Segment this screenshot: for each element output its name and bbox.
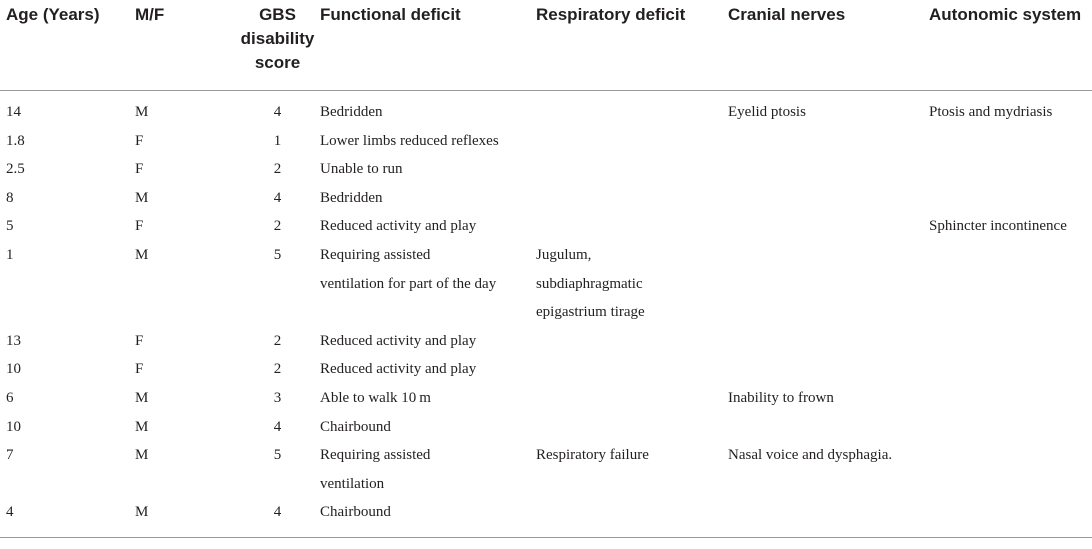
cell-respiratory-deficit — [536, 91, 728, 127]
cell-gbs-score: 4 — [273, 104, 282, 120]
table-row — [0, 355, 1092, 384]
cell-respiratory-deficit — [536, 355, 728, 384]
cell-functional-deficit — [320, 355, 536, 384]
cell-age: 8 — [6, 189, 14, 206]
cell-autonomic-system — [929, 441, 1092, 498]
table-row — [0, 212, 1092, 241]
table-row — [0, 241, 1092, 327]
cell-sex: M — [135, 246, 149, 263]
cell-functional-deficit-line: Unable to run — [320, 161, 403, 178]
cell-age: 10 — [6, 361, 21, 378]
header-functional-deficit: Functional deficit — [320, 5, 461, 24]
cell-functional-deficit-line: Requiring assisted — [320, 447, 431, 464]
table-row — [0, 384, 1092, 413]
cell-sex: F — [135, 361, 144, 378]
header-cranial-nerves: Cranial nerves — [728, 5, 846, 24]
cell-functional-deficit-line: ventilation — [320, 475, 385, 492]
cell-cranial-nerves — [728, 441, 929, 498]
cell-respiratory-deficit-line: Respiratory failure — [536, 447, 649, 464]
cell-functional-deficit-line: Reduced activity and play — [320, 332, 477, 349]
cell-sex: F — [135, 132, 144, 149]
cell-sex: M — [135, 418, 149, 435]
cell-autonomic-system — [929, 384, 1092, 413]
cell-cranial-nerves — [728, 241, 929, 327]
table-row — [0, 327, 1092, 356]
cell-age: 6 — [6, 389, 14, 406]
header-gbs-line: GBS — [259, 5, 296, 24]
table-row — [0, 498, 1092, 537]
cell-cranial-nerves — [728, 355, 929, 384]
cell-gbs-score: 4 — [273, 189, 282, 206]
cell-functional-deficit — [320, 184, 536, 213]
cell-respiratory-deficit — [536, 327, 728, 356]
cell-respiratory-deficit — [536, 127, 728, 156]
cell-age: 1 — [6, 246, 14, 263]
cell-autonomic-system — [929, 241, 1092, 327]
cell-gbs-score: 4 — [273, 504, 282, 521]
cell-respiratory-deficit — [536, 155, 728, 184]
cell-functional-deficit-line: Chairbound — [320, 504, 391, 521]
cell-functional-deficit-line: Bedridden — [320, 189, 383, 206]
cell-functional-deficit-line: ventilation for part of the day — [320, 275, 497, 292]
cell-cranial-nerves-line: Nasal voice and dysphagia. — [728, 447, 893, 464]
cell-gbs-score: 5 — [273, 447, 282, 464]
cell-age: 7 — [6, 447, 14, 464]
cell-age: 5 — [6, 218, 14, 235]
cell-gbs-score: 2 — [273, 332, 282, 349]
cell-cranial-nerves — [728, 155, 929, 184]
cell-cranial-nerves — [728, 327, 929, 356]
header-respiratory-deficit: Respiratory deficit — [536, 5, 686, 24]
table-header-row — [0, 0, 1092, 91]
header-sex: M/F — [135, 5, 165, 24]
cell-gbs-score: 2 — [273, 218, 282, 235]
cell-functional-deficit — [320, 384, 536, 413]
cell-autonomic-system — [929, 327, 1092, 356]
cell-age: 14 — [6, 104, 21, 120]
table-row — [0, 184, 1092, 213]
cell-age: 4 — [6, 504, 14, 521]
cell-cranial-nerves — [728, 212, 929, 241]
cell-functional-deficit — [320, 498, 536, 537]
cell-functional-deficit — [320, 212, 536, 241]
cell-functional-deficit — [320, 441, 536, 498]
cell-respiratory-deficit-line: Jugulum, — [536, 246, 592, 263]
cell-cranial-nerves — [728, 91, 929, 127]
table-body — [0, 91, 1092, 538]
cell-gbs-score: 2 — [273, 161, 282, 178]
cell-functional-deficit — [320, 327, 536, 356]
cell-functional-deficit-line: Lower limbs reduced reflexes — [320, 132, 499, 149]
cell-functional-deficit-line: Reduced activity and play — [320, 361, 477, 378]
header-gbs-score — [235, 0, 320, 91]
cell-functional-deficit-line: Chairbound — [320, 418, 391, 435]
table-row — [0, 127, 1092, 156]
cell-gbs-score: 2 — [273, 361, 282, 378]
cell-cranial-nerves — [728, 384, 929, 413]
cell-age: 10 — [6, 418, 21, 435]
cell-functional-deficit — [320, 127, 536, 156]
cell-respiratory-deficit — [536, 212, 728, 241]
cell-sex: M — [135, 104, 149, 120]
cell-autonomic-system — [929, 91, 1092, 127]
cell-respiratory-deficit-line: epigastrium tirage — [536, 304, 645, 321]
cell-gbs-score: 3 — [273, 389, 282, 406]
cell-sex: M — [135, 504, 149, 521]
header-autonomic-system: Autonomic system — [929, 5, 1082, 24]
cell-autonomic-system — [929, 498, 1092, 537]
cell-cranial-nerves — [728, 413, 929, 442]
cell-autonomic-system — [929, 212, 1092, 241]
cell-autonomic-system — [929, 355, 1092, 384]
cell-cranial-nerves-line: Inability to frown — [728, 389, 834, 406]
cell-sex: F — [135, 332, 144, 349]
table-row — [0, 441, 1092, 498]
cell-functional-deficit — [320, 155, 536, 184]
cell-functional-deficit-line: Able to walk 10 m — [320, 389, 431, 406]
cell-functional-deficit-line: Bedridden — [320, 104, 383, 120]
cell-age: 2.5 — [6, 161, 25, 178]
cell-cranial-nerves — [728, 498, 929, 537]
cell-autonomic-system — [929, 413, 1092, 442]
cell-functional-deficit-line: Requiring assisted — [320, 246, 431, 263]
cell-gbs-score: 1 — [273, 132, 282, 149]
cell-functional-deficit — [320, 91, 536, 127]
cell-age: 1.8 — [6, 132, 25, 149]
cell-respiratory-deficit — [536, 184, 728, 213]
cell-functional-deficit — [320, 413, 536, 442]
cell-cranial-nerves-line: Eyelid ptosis — [728, 104, 806, 120]
cell-autonomic-system-line: Ptosis and mydriasis — [929, 104, 1053, 120]
cell-cranial-nerves — [728, 127, 929, 156]
cell-functional-deficit-line: Reduced activity and play — [320, 218, 477, 235]
cell-functional-deficit — [320, 241, 536, 327]
cell-sex: F — [135, 218, 144, 235]
cell-gbs-score: 5 — [273, 246, 282, 263]
cell-sex: M — [135, 389, 149, 406]
cell-autonomic-system-line: Sphincter incontinence — [929, 218, 1067, 235]
cell-sex: M — [135, 189, 149, 206]
table-row — [0, 413, 1092, 442]
header-gbs-line: score — [254, 53, 301, 72]
cell-autonomic-system — [929, 184, 1092, 213]
cell-sex: F — [135, 161, 144, 178]
cell-cranial-nerves — [728, 184, 929, 213]
cell-respiratory-deficit-line: subdiaphragmatic — [536, 275, 643, 292]
cell-respiratory-deficit — [536, 498, 728, 537]
cell-respiratory-deficit — [536, 413, 728, 442]
cell-sex: M — [135, 447, 149, 464]
cell-age: 13 — [6, 332, 21, 349]
cell-respiratory-deficit — [536, 241, 728, 327]
cell-autonomic-system — [929, 127, 1092, 156]
cell-autonomic-system — [929, 155, 1092, 184]
table-row — [0, 91, 1092, 127]
table-row — [0, 155, 1092, 184]
header-age: Age (Years) — [6, 5, 100, 24]
cell-respiratory-deficit — [536, 441, 728, 498]
cell-gbs-score: 4 — [273, 418, 282, 435]
cell-respiratory-deficit — [536, 384, 728, 413]
header-gbs-line: disability — [240, 29, 315, 48]
